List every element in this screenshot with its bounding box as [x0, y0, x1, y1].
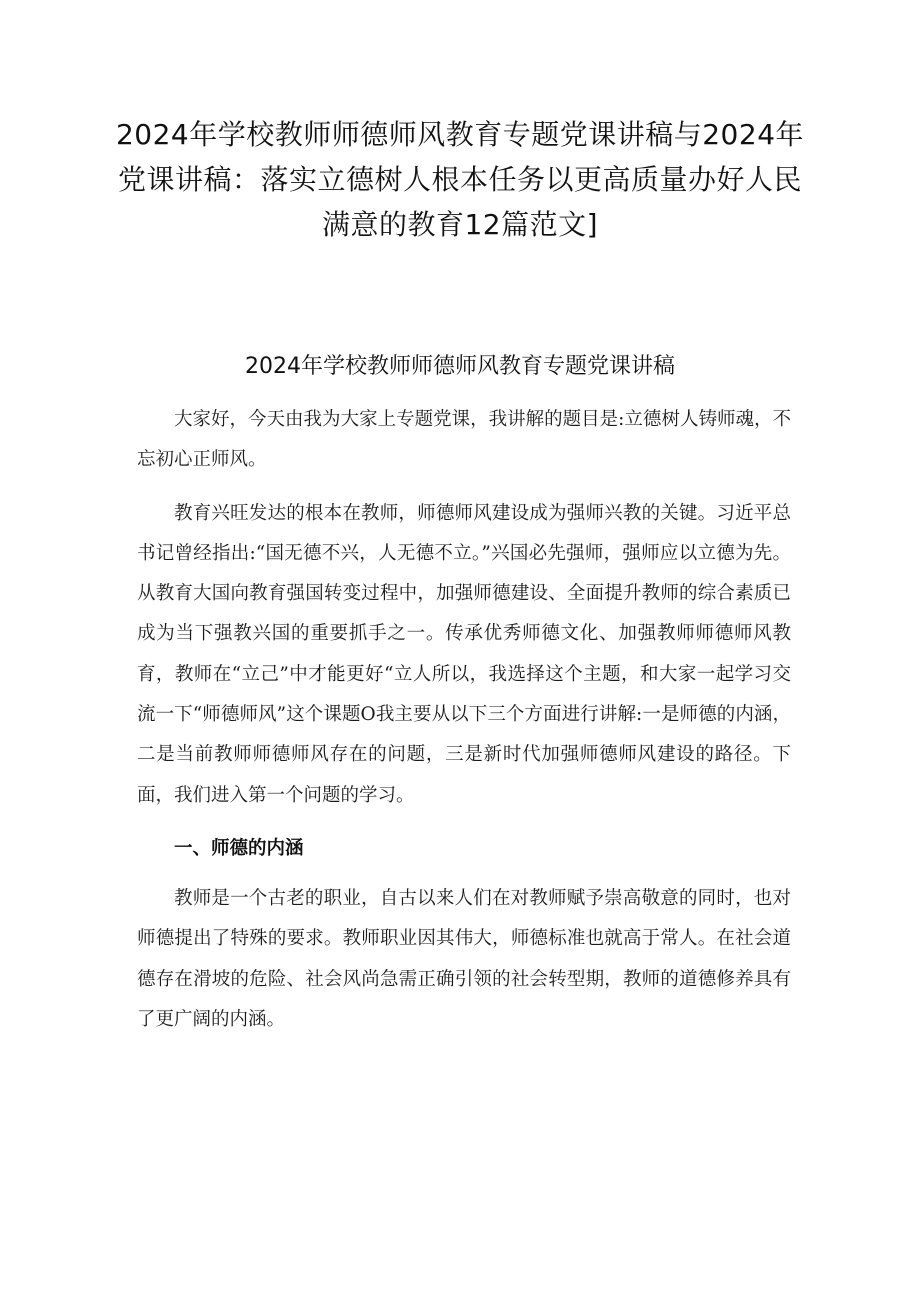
section-heading: 一、师德的内涵 — [174, 837, 304, 859]
section-title: 2024年学校教师师德师风教育专题党课讲稿 — [245, 354, 675, 379]
document-body — [137, 400, 791, 1053]
paragraph: 教师是一个古老的职业，自古以来人们在对教师赋予崇高敬意的同时，也对师德提出了特殊的要求。教师职业因其伟大，师德标准也就高于常人。在社会道德存在滑坡的危险、社会风尚急需正确引领的社会转型期，教师的道德修养具有了更广阔的内涵。 — [137, 887, 791, 1030]
paragraph: 大家好，今天由我为大家上专题党课，我讲解的题目是:立德树人铸师魂，不忘初心正师风。 — [137, 409, 791, 471]
document-title: 2024年学校教师师德师风教育专题党课讲稿与2024年党课讲稿：落实立德树人根本任务以更高质量办好人民满意的教育12篇范文] — [115, 118, 805, 241]
paragraph: 教育兴旺发达的根本在教师，师德师风建设成为强师兴教的关键。习近平总书记曾经指出:“国无德不兴，人无德不立。”兴国必先强师，强师应以立德为先。从教育大国向教育强国转变过程中，加强师德建设、全面提升教师的综合素质已成为当下强教兴国的重要抓手之一。传承优秀师德文化、加强教师师德师风教育，教师在“立己”中才能更好“立人所以，我选择这个主题，和大家一起学习交流一下“师德师风”这个课题O我主要从以下三个方面进行讲解:一是师德的内涵，二是当前教师师德师风存在的问题，三是新时代加强师德师风建设的路径。下面，我们进入第一个问题的学习。 — [137, 502, 791, 806]
